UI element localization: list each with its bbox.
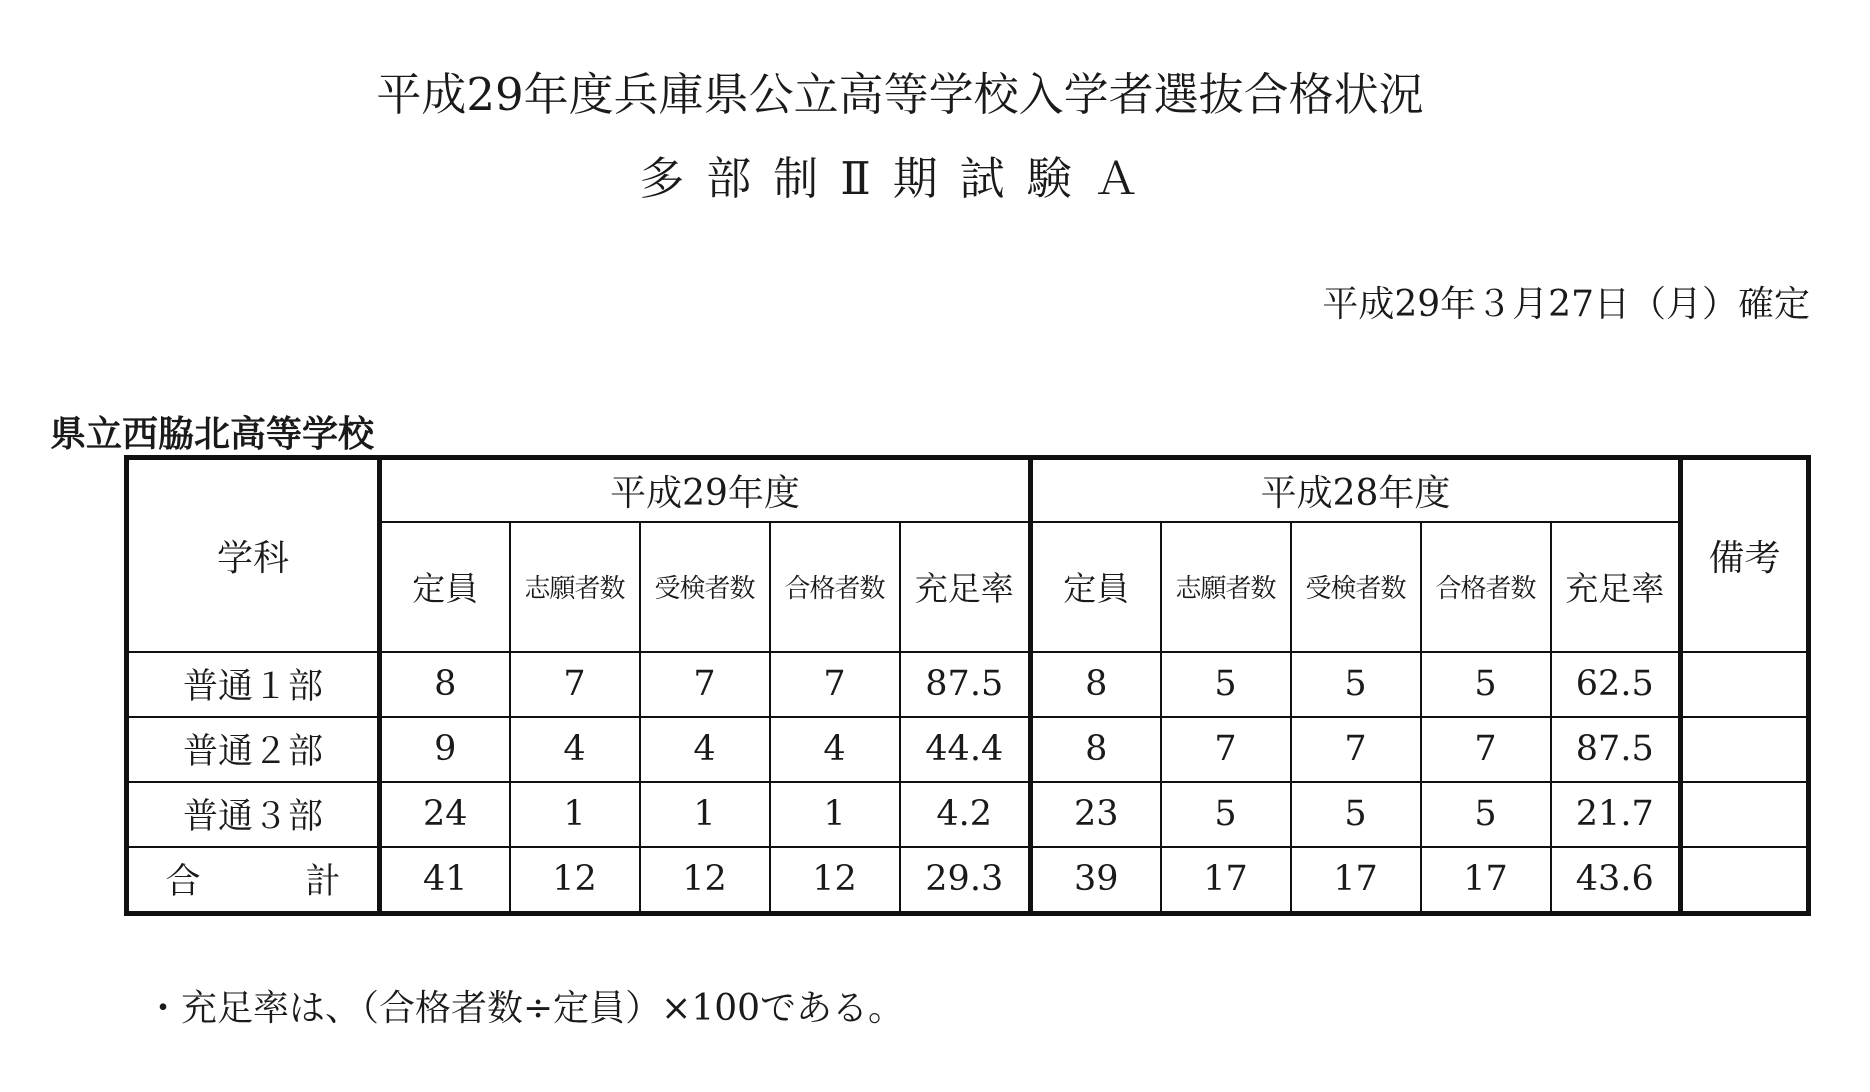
col-examinees: 受検者数	[640, 522, 770, 652]
cell-passed: 1	[770, 782, 900, 847]
remarks-header: 備考	[1681, 458, 1809, 652]
cell-rate: 4.2	[900, 782, 1031, 847]
dept-name: 普通１部	[127, 652, 380, 717]
table-row	[127, 717, 1809, 782]
total-remarks	[1681, 847, 1809, 914]
cell-rate: 87.5	[900, 652, 1031, 717]
cell-capacity: 23	[1031, 782, 1161, 847]
cell-capacity: 9	[380, 717, 510, 782]
cell-applicants: 4	[510, 717, 640, 782]
cell-passed: 7	[1421, 717, 1551, 782]
col-examinees: 受検者数	[1291, 522, 1421, 652]
cell-examinees: 4	[640, 717, 770, 782]
total-examinees: 17	[1291, 847, 1421, 914]
cell-applicants: 1	[510, 782, 640, 847]
cell-capacity: 8	[380, 652, 510, 717]
dept-header: 学科	[127, 458, 380, 652]
total-capacity: 39	[1031, 847, 1161, 914]
total-passed: 17	[1421, 847, 1551, 914]
confirmed-date: 平成29年３月27日（月）確定	[1322, 284, 1810, 325]
table-row	[127, 782, 1809, 847]
cell-remarks	[1681, 717, 1809, 782]
cell-passed: 5	[1421, 782, 1551, 847]
total-applicants: 12	[510, 847, 640, 914]
total-applicants: 17	[1161, 847, 1291, 914]
col-applicants: 志願者数	[510, 522, 640, 652]
cell-applicants: 5	[1161, 652, 1291, 717]
total-capacity: 41	[380, 847, 510, 914]
total-examinees: 12	[640, 847, 770, 914]
cell-capacity: 8	[1031, 717, 1161, 782]
page-title: 平成29年度兵庫県公立高等学校入学者選抜合格状況	[376, 68, 1424, 121]
cell-rate: 87.5	[1551, 717, 1681, 782]
school-name: 県立西脇北高等学校	[50, 414, 375, 455]
cell-applicants: 5	[1161, 782, 1291, 847]
cell-rate: 62.5	[1551, 652, 1681, 717]
cell-examinees: 5	[1291, 782, 1421, 847]
col-passed: 合格者数	[770, 522, 900, 652]
total-rate: 29.3	[900, 847, 1031, 914]
dept-name: 普通２部	[127, 717, 380, 782]
col-rate: 充足率	[1551, 522, 1681, 652]
col-passed: 合格者数	[1421, 522, 1551, 652]
footnote: ・充足率は、（合格者数÷定員）×100である。	[145, 988, 905, 1029]
cell-examinees: 7	[1291, 717, 1421, 782]
col-capacity: 定員	[1031, 522, 1161, 652]
cell-remarks	[1681, 652, 1809, 717]
table-row	[127, 652, 1809, 717]
cell-rate: 44.4	[900, 717, 1031, 782]
col-capacity: 定員	[380, 522, 510, 652]
cell-applicants: 7	[510, 652, 640, 717]
total-rate: 43.6	[1551, 847, 1681, 914]
cell-rate: 21.7	[1551, 782, 1681, 847]
cell-examinees: 7	[640, 652, 770, 717]
cell-examinees: 5	[1291, 652, 1421, 717]
cell-passed: 5	[1421, 652, 1551, 717]
col-rate: 充足率	[900, 522, 1031, 652]
total-passed: 12	[770, 847, 900, 914]
cell-passed: 7	[770, 652, 900, 717]
col-applicants: 志願者数	[1161, 522, 1291, 652]
cell-capacity: 8	[1031, 652, 1161, 717]
cell-remarks	[1681, 782, 1809, 847]
cell-passed: 4	[770, 717, 900, 782]
admission-results-table	[124, 455, 1811, 916]
year-header-2017: 平成29年度	[380, 458, 1031, 522]
total-row	[127, 847, 1809, 914]
year-header-2016: 平成28年度	[1031, 458, 1681, 522]
total-label: 合 計	[127, 847, 380, 914]
page-subtitle: 多部制Ⅱ期試験Ａ	[639, 152, 1161, 205]
cell-examinees: 1	[640, 782, 770, 847]
dept-name: 普通３部	[127, 782, 380, 847]
cell-applicants: 7	[1161, 717, 1291, 782]
cell-capacity: 24	[380, 782, 510, 847]
